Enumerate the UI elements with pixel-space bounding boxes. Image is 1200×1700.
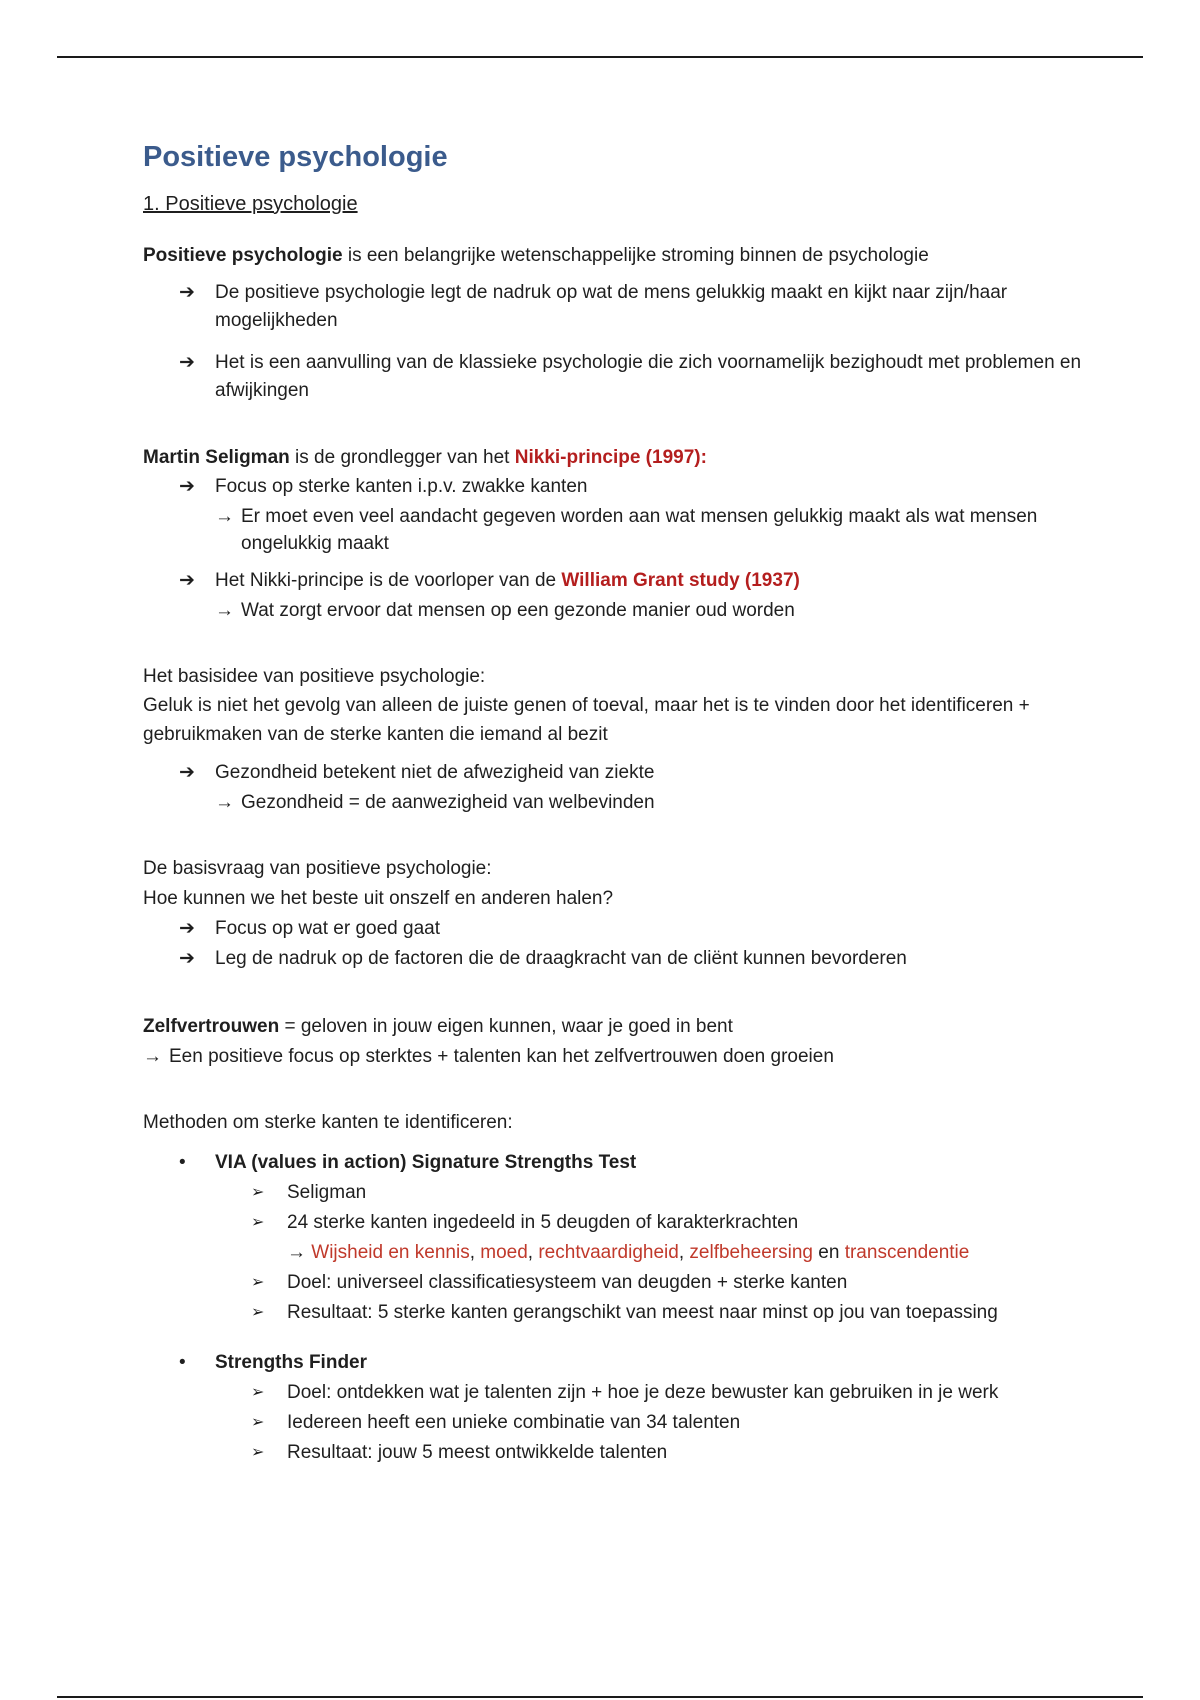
list-item: ➢ 24 sterke kanten ingedeeld in 5 deugden of karakterkrachten <box>251 1208 1083 1238</box>
thin-arrow-icon: → <box>215 599 234 621</box>
zelfvertrouwen-paragraph: Zelfvertrouwen = geloven in jouw eigen kunnen, waar je goed in bent <box>143 1015 733 1037</box>
basis-idee-text: Geluk is niet het gevolg van alleen de juiste genen of toeval, maar het is te vinden door het identificeren + gebruikmaken van de sterke kanten die iemand al bezit <box>143 694 1030 745</box>
arrow-icon: ➔ <box>179 947 195 969</box>
top-rule <box>57 56 1143 58</box>
thin-arrow-icon: → <box>287 1241 312 1263</box>
arrowhead-bullet-icon: ➢ <box>251 1213 265 1231</box>
arrowhead-bullet-icon: ➢ <box>251 1273 265 1291</box>
arrowhead-bullet-icon: ➢ <box>251 1413 265 1431</box>
arrow-icon: ➔ <box>179 761 195 783</box>
bullet-item: • Strengths Finder <box>179 1348 1083 1378</box>
arrow-icon: ➔ <box>179 351 195 373</box>
seligman-paragraph: Martin Seligman is de grondlegger van het Nikki-principe (1997): <box>143 446 707 468</box>
bullet-icon: • <box>179 1151 186 1173</box>
list-item: ➢ Resultaat: jouw 5 meest ontwikkelde talenten <box>251 1438 1083 1468</box>
arrow-item: ➔ Focus op sterke kanten i.p.v. zwakke kanten <box>179 473 1083 501</box>
list-item: ➢ Doel: universeel classificatiesysteem van deugden + sterke kanten <box>251 1268 1083 1298</box>
arrow-icon: ➔ <box>179 569 195 591</box>
arrow-item: ➔ Leg de nadruk op de factoren die de draagkracht van de cliënt kunnen bevorderen <box>179 944 1083 974</box>
basisvraag-text: Hoe kunnen we het beste uit onszelf en anderen halen? <box>143 887 614 909</box>
bottom-rule <box>57 1696 1143 1698</box>
methods-intro: Methoden om sterke kanten te identificeren: <box>143 1111 513 1133</box>
arrow-item: ➔ De positieve psychologie legt de nadruk op wat de mens gelukkig maakt en kijkt naar zijn/haar mogelijkheden <box>179 279 1083 335</box>
arrow-item: ➔ Focus op wat er goed gaat <box>179 914 1083 944</box>
sub-arrow-item: → Gezondheid = de aanwezigheid van welbevinden <box>215 789 1083 816</box>
intro-paragraph: Positieve psychologie is een belangrijke wetenschappelijke stroming binnen de psychologie <box>143 244 929 266</box>
arrowhead-bullet-icon: ➢ <box>251 1303 265 1321</box>
arrow-icon: ➔ <box>179 917 195 939</box>
page-title: Positieve psychologie <box>143 141 448 173</box>
arrowhead-bullet-icon: ➢ <box>251 1183 265 1201</box>
arrow-item: ➔ Het Nikki-principe is de voorloper van de William Grant study (1937) <box>179 567 1083 595</box>
arrow-item: ➔ Het is een aanvulling van de klassieke psychologie die zich voornamelijk bezighoudt met problemen en afwijkingen <box>179 349 1083 405</box>
thin-arrow-icon: → <box>143 1045 162 1067</box>
virtues-line: → Wijsheid en kennis, moed, rechtvaardigheid, zelfbeheersing en transcendentie <box>287 1241 970 1263</box>
thin-arrow-icon: → <box>215 505 234 527</box>
sub-arrow-item: → Er moet even veel aandacht gegeven worden aan wat mensen gelukkig maakt als wat mensen ongelukkig maakt <box>215 503 1083 557</box>
section-heading: 1. Positieve psychologie <box>143 192 358 215</box>
list-item: ➢ Resultaat: 5 sterke kanten gerangschikt van meest naar minst op jou van toepassing <box>251 1298 1083 1328</box>
sub-arrow-item: → Een positieve focus op sterktes + talenten kan het zelfvertrouwen doen groeien <box>143 1042 1083 1072</box>
arrow-icon: ➔ <box>179 281 195 303</box>
bullet-item: • VIA (values in action) Signature Strengths Test <box>179 1148 1083 1178</box>
arrow-icon: ➔ <box>179 475 195 497</box>
sub-arrow-item: → Wat zorgt ervoor dat mensen op een gezonde manier oud worden <box>215 597 1083 624</box>
arrow-item: ➔ Gezondheid betekent niet de afwezigheid van ziekte <box>179 759 1083 787</box>
document-body <box>143 140 1083 1468</box>
list-item: ➢ Iedereen heeft een unieke combinatie van 34 talenten <box>251 1408 1083 1438</box>
arrowhead-bullet-icon: ➢ <box>251 1383 265 1401</box>
basisvraag-label: De basisvraag van positieve psychologie: <box>143 857 492 879</box>
list-item: ➢ Seligman <box>251 1178 1083 1208</box>
list-item: ➢ Doel: ontdekken wat je talenten zijn + hoe je deze bewuster kan gebruiken in je werk <box>251 1378 1083 1408</box>
basis-idee-label: Het basisidee van positieve psychologie: <box>143 665 486 687</box>
bullet-icon: • <box>179 1351 186 1373</box>
thin-arrow-icon: → <box>215 791 234 813</box>
arrowhead-bullet-icon: ➢ <box>251 1443 265 1461</box>
